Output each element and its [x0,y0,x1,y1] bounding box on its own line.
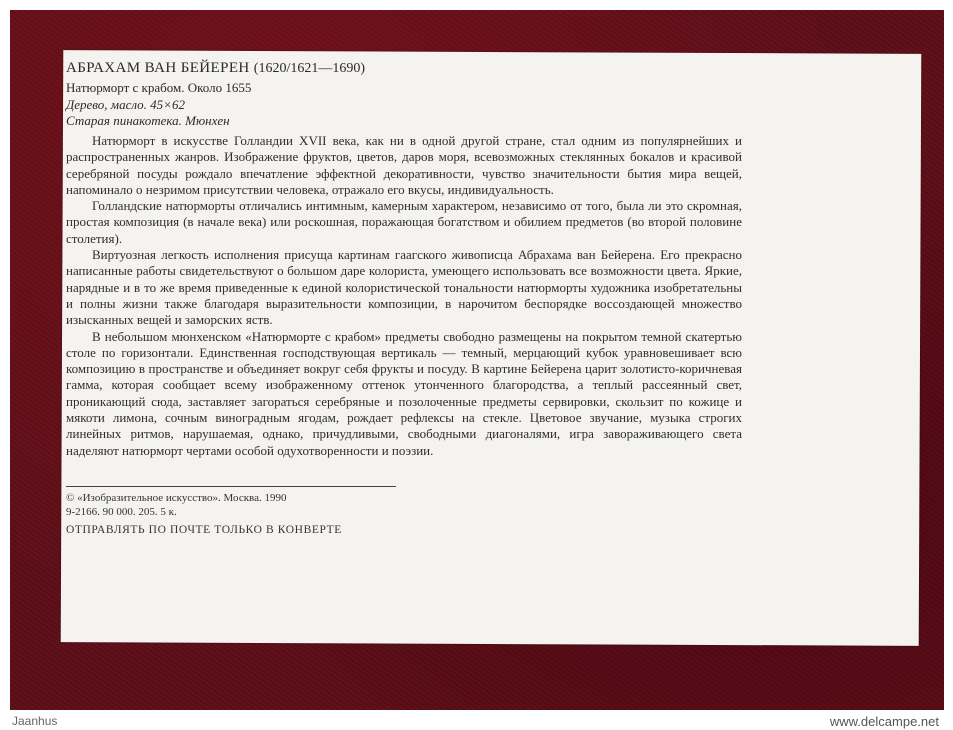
paragraph: Голландские натюрморты отличались интимным, камерным характером, независимо от того, была ли это скромная, простая композиция (в начале века) или роскошная, поражающая богатством и обилием предметов (во второй половине столетия). [66,198,742,246]
watermark-right: www.delcampe.net [829,714,939,729]
artist-heading [66,60,365,77]
watermark-left: Jaanhus [12,714,58,728]
description-text [66,133,742,459]
copyright-line: © «Изобразительное искусство». Москва. 1990 [66,492,287,504]
paragraph: Виртуозная легкость исполнения присуща картинам гаагского живописца Абрахама ван Бейерена. Его прекрасно написанные работы свидетельствуют о большом даре колориста, умеющего использовать все возможности цвета. Яркие, нарядные и в то же время приведенные к единой колористической тональности натюрморты художника изобретательны и полны жизни также благодаря выразительности композиции, в нарочитом беспорядке воссоздающей множество изысканных вещей и заморских яств. [66,247,742,328]
paragraph: В небольшом мюнхенском «Натюрморте с крабом» предметы свободно размещены на покрытом темной скатертью столе по горизонтали. Единственная господствующая вертикаль — темный, мерцающий кубок уравновешивает всю композицию в пространстве и объединяет вокруг себя фрукты и посуду. В картине Бейерена царит золотисто-коричневая гамма, которая сообщает всему изображенному оттенок утонченного благородства, а теплый рассеянный свет, проникающий сюда, заставляет загораться серебряные и позолоченные предметы сервировки, скользит по кожице и мякоти лимона, сочным виноградным ягодам, рождает рефлексы на стекле. Цветовое звучание, музыка строгих линейных ритмов, нарушаемая, однако, причудливыми, свободными диагоналями, игра завораживающего света наделяют натюрморт чертами особой одухотворенности и поэзии. [66,328,742,458]
mailing-instruction: ОТПРАВЛЯТЬ ПО ПОЧТЕ ТОЛЬКО В КОНВЕРТЕ [66,524,342,536]
artist-dates: (1620/1621—1690) [253,61,366,76]
imprint [66,491,286,519]
divider [66,486,396,487]
artwork-medium: Дерево, масло. 45×62 [66,97,185,112]
artwork-title: Натюрморт с крабом. Около 1655 [66,80,252,95]
paragraph: Натюрморт в искусстве Голландии XVII века, как ни в одной другой стране, стал одним из популярнейших и распространенных жанров. Изображение фруктов, цветов, даров моря, всевозможных стеклянных бокалов и красивой серебряной посуды рождало впечатление эффектной декоративности, чувство значительности бытия мира вещей, напоминало о незримом присутствии человека, отражало его вкусы, индивидуальность. [66,133,742,197]
artwork-museum: Старая пинакотека. Мюнхен [66,113,230,128]
artist-name: АБРАХАМ ВАН БЕЙЕРЕН [66,60,250,76]
print-code: 9-2166. 90 000. 205. 5 к. [66,506,177,518]
